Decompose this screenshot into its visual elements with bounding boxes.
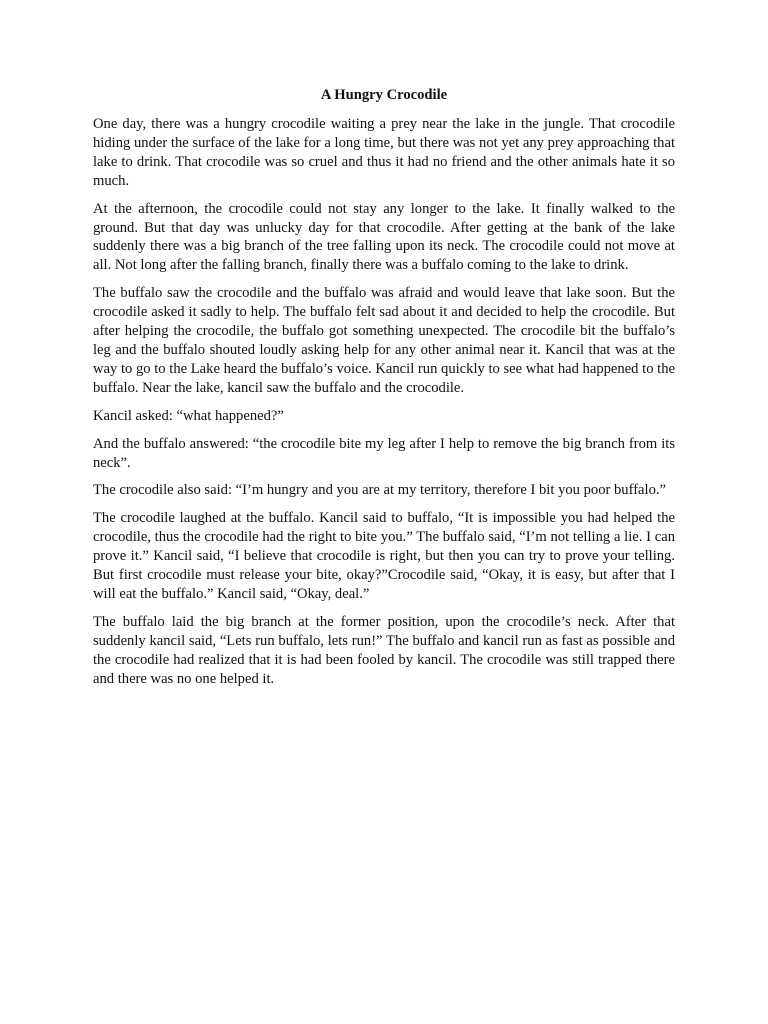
paragraph: The crocodile laughed at the buffalo. Kancil said to buffalo, “It is impossible you had helped the crocodile, thus the crocodile had the right to bite you.” The buffalo said, “I’m not telling a lie. I can prove it.” Kancil said, “I believe that crocodile is right, but then you can try to prove your telling. But first crocodile must release your bite, okay?”Crocodile said, “Okay, it is easy, but after that I will eat the buffalo.” Kancil said, “Okay, deal.” bbox=[93, 510, 675, 602]
document-page bbox=[93, 84, 675, 697]
document-title: A Hungry Crocodile bbox=[320, 87, 448, 103]
paragraph: And the buffalo answered: “the crocodile bite my leg after I help to remove the big branch from its neck”. bbox=[93, 435, 675, 471]
paragraph: The buffalo laid the big branch at the former position, upon the crocodile’s neck. After that suddenly kancil said, “Lets run buffalo, lets run!” The buffalo and kancil run as fast as possible and the crocodile had realized that it is had been fooled by kancil. The crocodile was still trapped there and there was no one helped it. bbox=[93, 613, 675, 687]
paragraph: One day, there was a hungry crocodile waiting a prey near the lake in the jungle. That crocodile hiding under the surface of the lake for a long time, but there was not yet any prey approaching that lake to drink. That crocodile was so cruel and thus it had no friend and the other animals hate it so much. bbox=[93, 116, 675, 189]
paragraph: The buffalo saw the crocodile and the buffalo was afraid and would leave that lake soon. But the crocodile asked it sadly to help. The buffalo felt sad about it and decided to help the crocodile. But after helping the crocodile, the buffalo got something unexpected. The crocodile bit the buffalo’s leg and the buffalo shouted loudly asking help for any other animal near it. Kancil that was at the way to go to the Lake heard the buffalo’s voice. Kancil run quickly to see what had happened to the buffalo. Near the lake, kancil saw the buffalo and the crocodile. bbox=[93, 285, 675, 396]
paragraph: The crocodile also said: “I’m hungry and you are at my territory, therefore I bit you poor buffalo.” bbox=[93, 482, 667, 499]
paragraph: At the afternoon, the crocodile could not stay any longer to the lake. It finally walked to the ground. But that day was unlucky day for that crocodile. After getting at the bank of the lake suddenly there was a big branch of the tree falling upon its neck. The crocodile could not move at all. Not long after the falling branch, finally there was a buffalo coming to the lake to drink. bbox=[93, 200, 675, 274]
paragraph: Kancil asked: “what happened?” bbox=[93, 407, 284, 424]
